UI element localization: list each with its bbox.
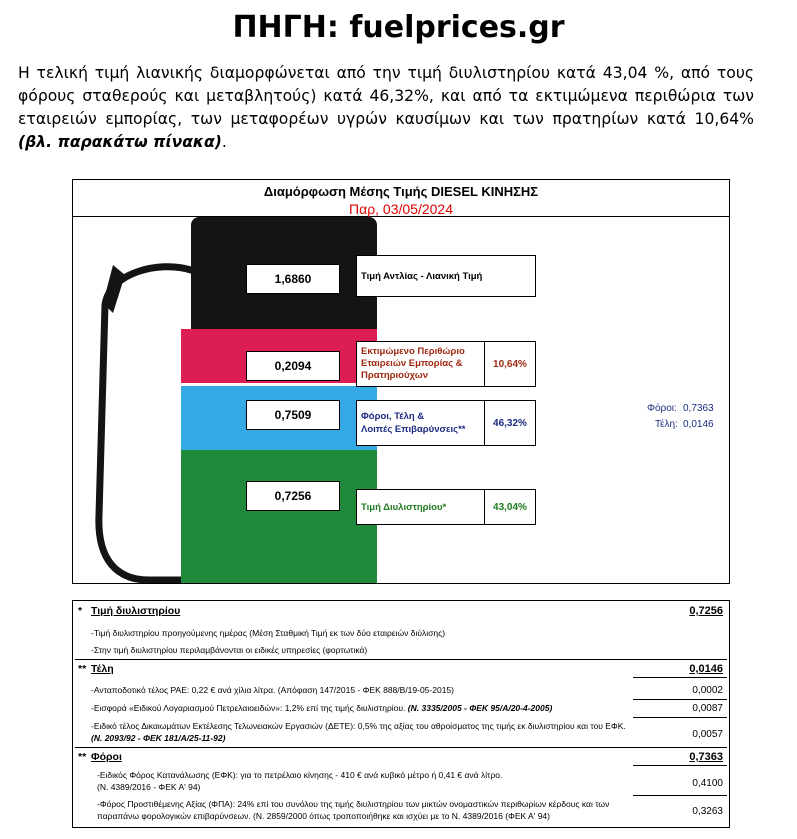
side-taxes-value: 0,7363	[683, 403, 714, 414]
margin-value-label: 0,2094	[246, 351, 340, 381]
refinery-section-title: Τιμή διυλιστηρίου	[91, 605, 181, 617]
refinery-note-2-text: -Στην τιμή διυλιστηρίου περιλαμβάνονται οι ειδικές υπηρεσίες (φορτωτικά)	[91, 645, 368, 655]
legend-margin-line-1: Εκτιμώμενο Περιθώριο	[361, 346, 465, 357]
divider	[633, 765, 727, 766]
fees-section-value: 0,0146	[689, 663, 723, 675]
legend-margin-line-2: Εταιρειών Εμπορίας &	[361, 358, 463, 369]
divider	[633, 795, 727, 796]
divider	[633, 699, 727, 700]
fees-marker: **	[78, 663, 87, 675]
side-taxes-label: Φόροι:	[647, 403, 677, 414]
fees-item-3-value: 0,0057	[692, 729, 723, 740]
retail-price-label: 1,6860	[246, 264, 340, 294]
legend-refinery	[356, 489, 536, 525]
divider	[633, 717, 727, 718]
chart-date: Παρ, 03/05/2024	[348, 201, 453, 217]
taxes-item-2-text: -Φόρος Προστιθέμενης Αξίας (ΦΠΑ): 24% επί του συνόλου της τιμής διυλιστηρίου των μικτών ονομαστικών περιθωρίων κέρδους και των	[97, 799, 610, 809]
legend-taxes-line-2: Λοιπές Επιβαρύνσεις**	[361, 424, 466, 435]
legend-margin-line-3: Πρατηριούχων	[361, 370, 429, 381]
refinery-marker: *	[78, 605, 83, 617]
divider	[633, 677, 727, 678]
legend-margin-pct: 10,64%	[484, 342, 535, 386]
page-title: ΠΗΓΗ: fuelprices.gr	[232, 10, 565, 45]
intro-paragraph	[18, 62, 754, 154]
legend-taxes-text	[361, 401, 483, 445]
intro-text: Η τελική τιμή λιανικής διαμορφώνεται από την τιμή διυλιστηρίου κατά 43,04 %, από τους φόρους σταθερούς και μεταβλητούς) κατά 46,32%, και από τα εκτιμώμενα περιθώρια των εταιρειών εμπορίας, των μεταφορέων υγρών καυσίμων και των πρατηρίων κατά 10,64%	[18, 64, 754, 128]
refinery-value-label: 0,7256	[246, 481, 340, 511]
legend-retail	[356, 255, 536, 297]
taxes-item-2-b: παραπάνω φορολογικών επιβαρύνσεων. (Ν. 2859/2000 όπως τροποποιήθηκε και ισχύει με το Ν. 4389/2016 (ΦΕΚ Α' 94)	[97, 811, 550, 821]
taxes-section-value: 0,7363	[689, 751, 723, 763]
taxes-item-2-value: 0,3263	[692, 806, 723, 817]
legend-refinery-pct: 43,04%	[484, 490, 535, 524]
fees-item-2-ref: (Ν. 3335/2005 - ΦΕΚ 95/Α/20-4-2005)	[407, 703, 553, 713]
legend-taxes-line-1: Φόροι, Τέλη &	[361, 411, 425, 422]
taxes-section-title: Φόροι	[91, 751, 122, 763]
side-fees-label: Τέλη:	[655, 419, 678, 430]
taxes-item-1-text: -Ειδικός Φόρος Κατανάλωσης (ΕΦΚ): για το πετρέλαιο κίνησης - 410 € ανά κυβικό μέτρο ή 0,41 € ανά λίτρο.	[97, 770, 503, 780]
fees-item-3-ref: (Ν. 2093/92 - ΦΕΚ 181/Α/25-11-92)	[91, 733, 226, 743]
taxes-value-label: 0,7509	[246, 400, 340, 430]
fees-item-2-value: 0,0087	[692, 703, 723, 714]
refinery-note-1-text: -Τιμή διυλιστηρίου προηγούμενης ημέρας (Μέση Σταθμική Τιμή εκ των δύο εταιρειών διύλισης)	[91, 628, 446, 638]
fees-item-1-text: -Ανταποδοτικό τέλος ΡΑΕ: 0,22 € ανά χίλια λίτρα. (Απόφαση 147/2015 - ΦΕΚ 888/Β/19-05-2015)	[91, 685, 454, 695]
taxes-item-1-b: (Ν. 4389/2016 - ΦΕΚ Α' 94)	[97, 782, 201, 792]
chart-header	[72, 179, 730, 217]
detail-table	[72, 600, 730, 828]
divider	[75, 659, 727, 660]
divider	[75, 747, 727, 748]
side-fees-value: 0,0146	[683, 419, 714, 430]
pump-segment-refinery	[181, 450, 377, 583]
taxes-marker: **	[78, 751, 87, 763]
fees-item-3-text: -Ειδικό τέλος Δικαιωμάτων Εκτέλεσης Τελωνειακών Εργασιών (ΔΕΤΕ): 0,5% της αξίας του αθροίσματος της τιμής εκ διυλιστηρίου και του ΕΦΚ.	[91, 721, 626, 731]
fees-item-2-desc: -Εισφορά «Ειδικού Λογαριασμού Πετρελαιοειδών»: 1,2% επί της τιμής διυλιστηρίου.	[91, 703, 406, 713]
chart-box	[72, 215, 730, 584]
legend-margin	[356, 341, 536, 387]
fees-item-1-value: 0,0002	[692, 685, 723, 696]
legend-retail-text: Τιμή Αντλίας - Λιανική Τιμή	[361, 270, 483, 282]
legend-taxes	[356, 400, 536, 446]
refinery-section-value: 0,7256	[689, 605, 723, 617]
legend-margin-text	[361, 342, 483, 386]
legend-taxes-pct: 46,32%	[484, 401, 535, 445]
taxes-item-1-value: 0,4100	[692, 778, 723, 789]
chart-title: Διαμόρφωση Μέσης Τιμής DIESEL ΚΙΝΗΣΗΣ	[263, 184, 539, 199]
fees-item-2-text	[91, 703, 552, 713]
legend-refinery-text: Τιμή Διυλιστηρίου*	[361, 501, 447, 513]
fees-section-title: Τέλη	[91, 663, 114, 675]
intro-emphasis: (βλ. παρακάτω πίνακα)	[18, 133, 222, 151]
intro-end: .	[221, 133, 227, 151]
